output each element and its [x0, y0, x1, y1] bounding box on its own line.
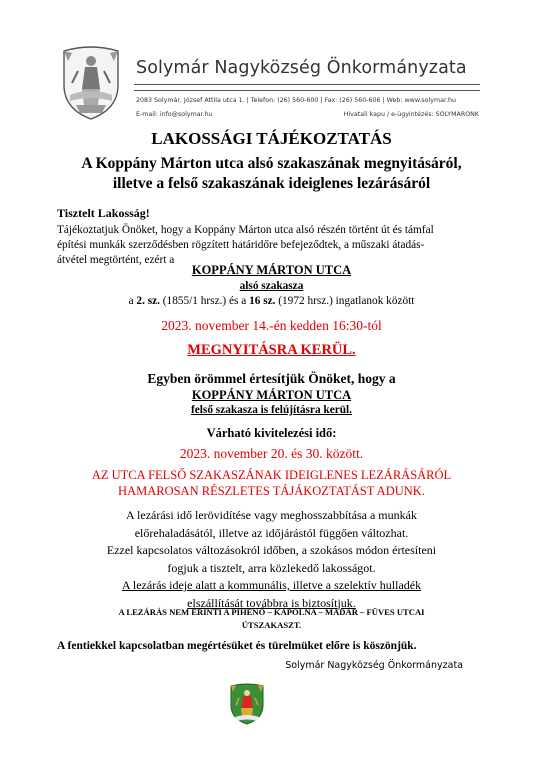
body-line: előrehaladásától, illetve az időjárástól függően változhat. [134, 525, 409, 540]
intro-line: Tájékoztatjuk Önöket, hogy a Koppány Márton utca alsó részén történt út és támfal [57, 224, 434, 236]
closure-details [0, 507, 543, 612]
organization-name: Solymár Nagyközség Önkormányzata [136, 58, 467, 78]
street-section: alsó szakasza [239, 280, 304, 292]
subtitle-line: A Koppány Márton utca alsó szakaszának megnyitásáról, [81, 155, 462, 172]
municipal-crest-grey-icon [58, 45, 124, 121]
caps-line: ÚTSZAKASZT. [241, 620, 302, 630]
municipal-crest-color-icon [227, 683, 267, 725]
property-number: 16 sz. [249, 295, 276, 307]
notice-line: AZ UTCA FELSŐ SZAKASZÁNAK IDEIGLENES LEZÁRÁSÁRÓL [91, 468, 452, 482]
unaffected-section-note [0, 606, 543, 632]
body-line: fogjuk a tisztelt, arra közlekedő lakosságot. [167, 560, 376, 575]
street-name: KOPPÁNY MÁRTON UTCA [191, 388, 352, 402]
contact-gate: Hivatali kapu / e-ügyintézés: SOLYMARONK [343, 111, 479, 118]
property-text: (1855/1 hrsz.) és a [159, 295, 250, 307]
construction-date: 2023. november 20. és 30. között. [179, 446, 364, 461]
property-text: (1972 hrsz.) ingatlanok között [275, 295, 415, 307]
intro-line: átvétel megtörtént, ezért a [57, 254, 175, 266]
closure-notice [0, 467, 543, 499]
intro-line: építési munkák szerződésben rögzített határidőre befejeződtek, a műszaki átadás- [57, 239, 425, 251]
body-line: Ezzel kapcsolatos változásokról időben, a szokásos módon értesíteni [106, 543, 437, 557]
document-subtitle [40, 154, 503, 194]
header-divider [134, 90, 480, 91]
renovation-intro: Egyben örömmel értesítjük Önöket, hogy a [147, 371, 396, 386]
opening-date: 2023. november 14.-én kedden 16:30-tól [161, 318, 382, 333]
signature: Solymár Nagyközség Önkormányzata [285, 660, 463, 671]
intro-paragraph [57, 223, 487, 268]
thanks-line: A fentiekkel kapcsolatban megértésüket és türelmüket előre is köszönjük. [57, 640, 417, 652]
property-range [0, 295, 543, 307]
body-line: A lezárási idő lerövidítése vagy meghosszabbítása a munkák [126, 508, 417, 522]
street-name: KOPPÁNY MÁRTON UTCA [191, 263, 352, 277]
subtitle-line: illetve a felső szakaszának ideiglenes lezárásáról [112, 175, 431, 192]
expected-period-label: Várható kivitelezési idő: [206, 426, 337, 440]
opening-announcement: MEGNYITÁSRA KERÜL. [187, 342, 356, 358]
contact-email: E-mail: info@solymar.hu [136, 111, 213, 118]
caps-line: A LEZÁRÁS NEM ÉRINTI A PIHENŐ – KÁPOLNA – MADÁR – FÜVES UTCAI [118, 607, 425, 617]
greeting: Tisztelt Lakosság! [57, 206, 150, 220]
header-divider [134, 84, 480, 85]
notice-line: HAMAROSAN RÉSZLETES TÁJÁKOZTATÁST ADUNK. [118, 484, 425, 498]
body-line: elszállítását továbbra is biztosítjuk. [187, 595, 356, 610]
street-section: felső szakasza is felújításra kerül. [191, 404, 352, 416]
contact-address-line: 2083 Solymár, József Attila utca 1. | Telefon: (26) 560-600 | Fax: (26) 560-606 | Web: www.solymar.hu [136, 97, 456, 104]
property-number: 2. sz. [136, 295, 160, 307]
property-text: a [128, 295, 137, 307]
body-line: A lezárás ideje alatt a kommunális, illetve a szelektív hulladék [121, 578, 422, 592]
document-title: LAKOSSÁGI TÁJÉKOZTATÁS [151, 129, 392, 148]
